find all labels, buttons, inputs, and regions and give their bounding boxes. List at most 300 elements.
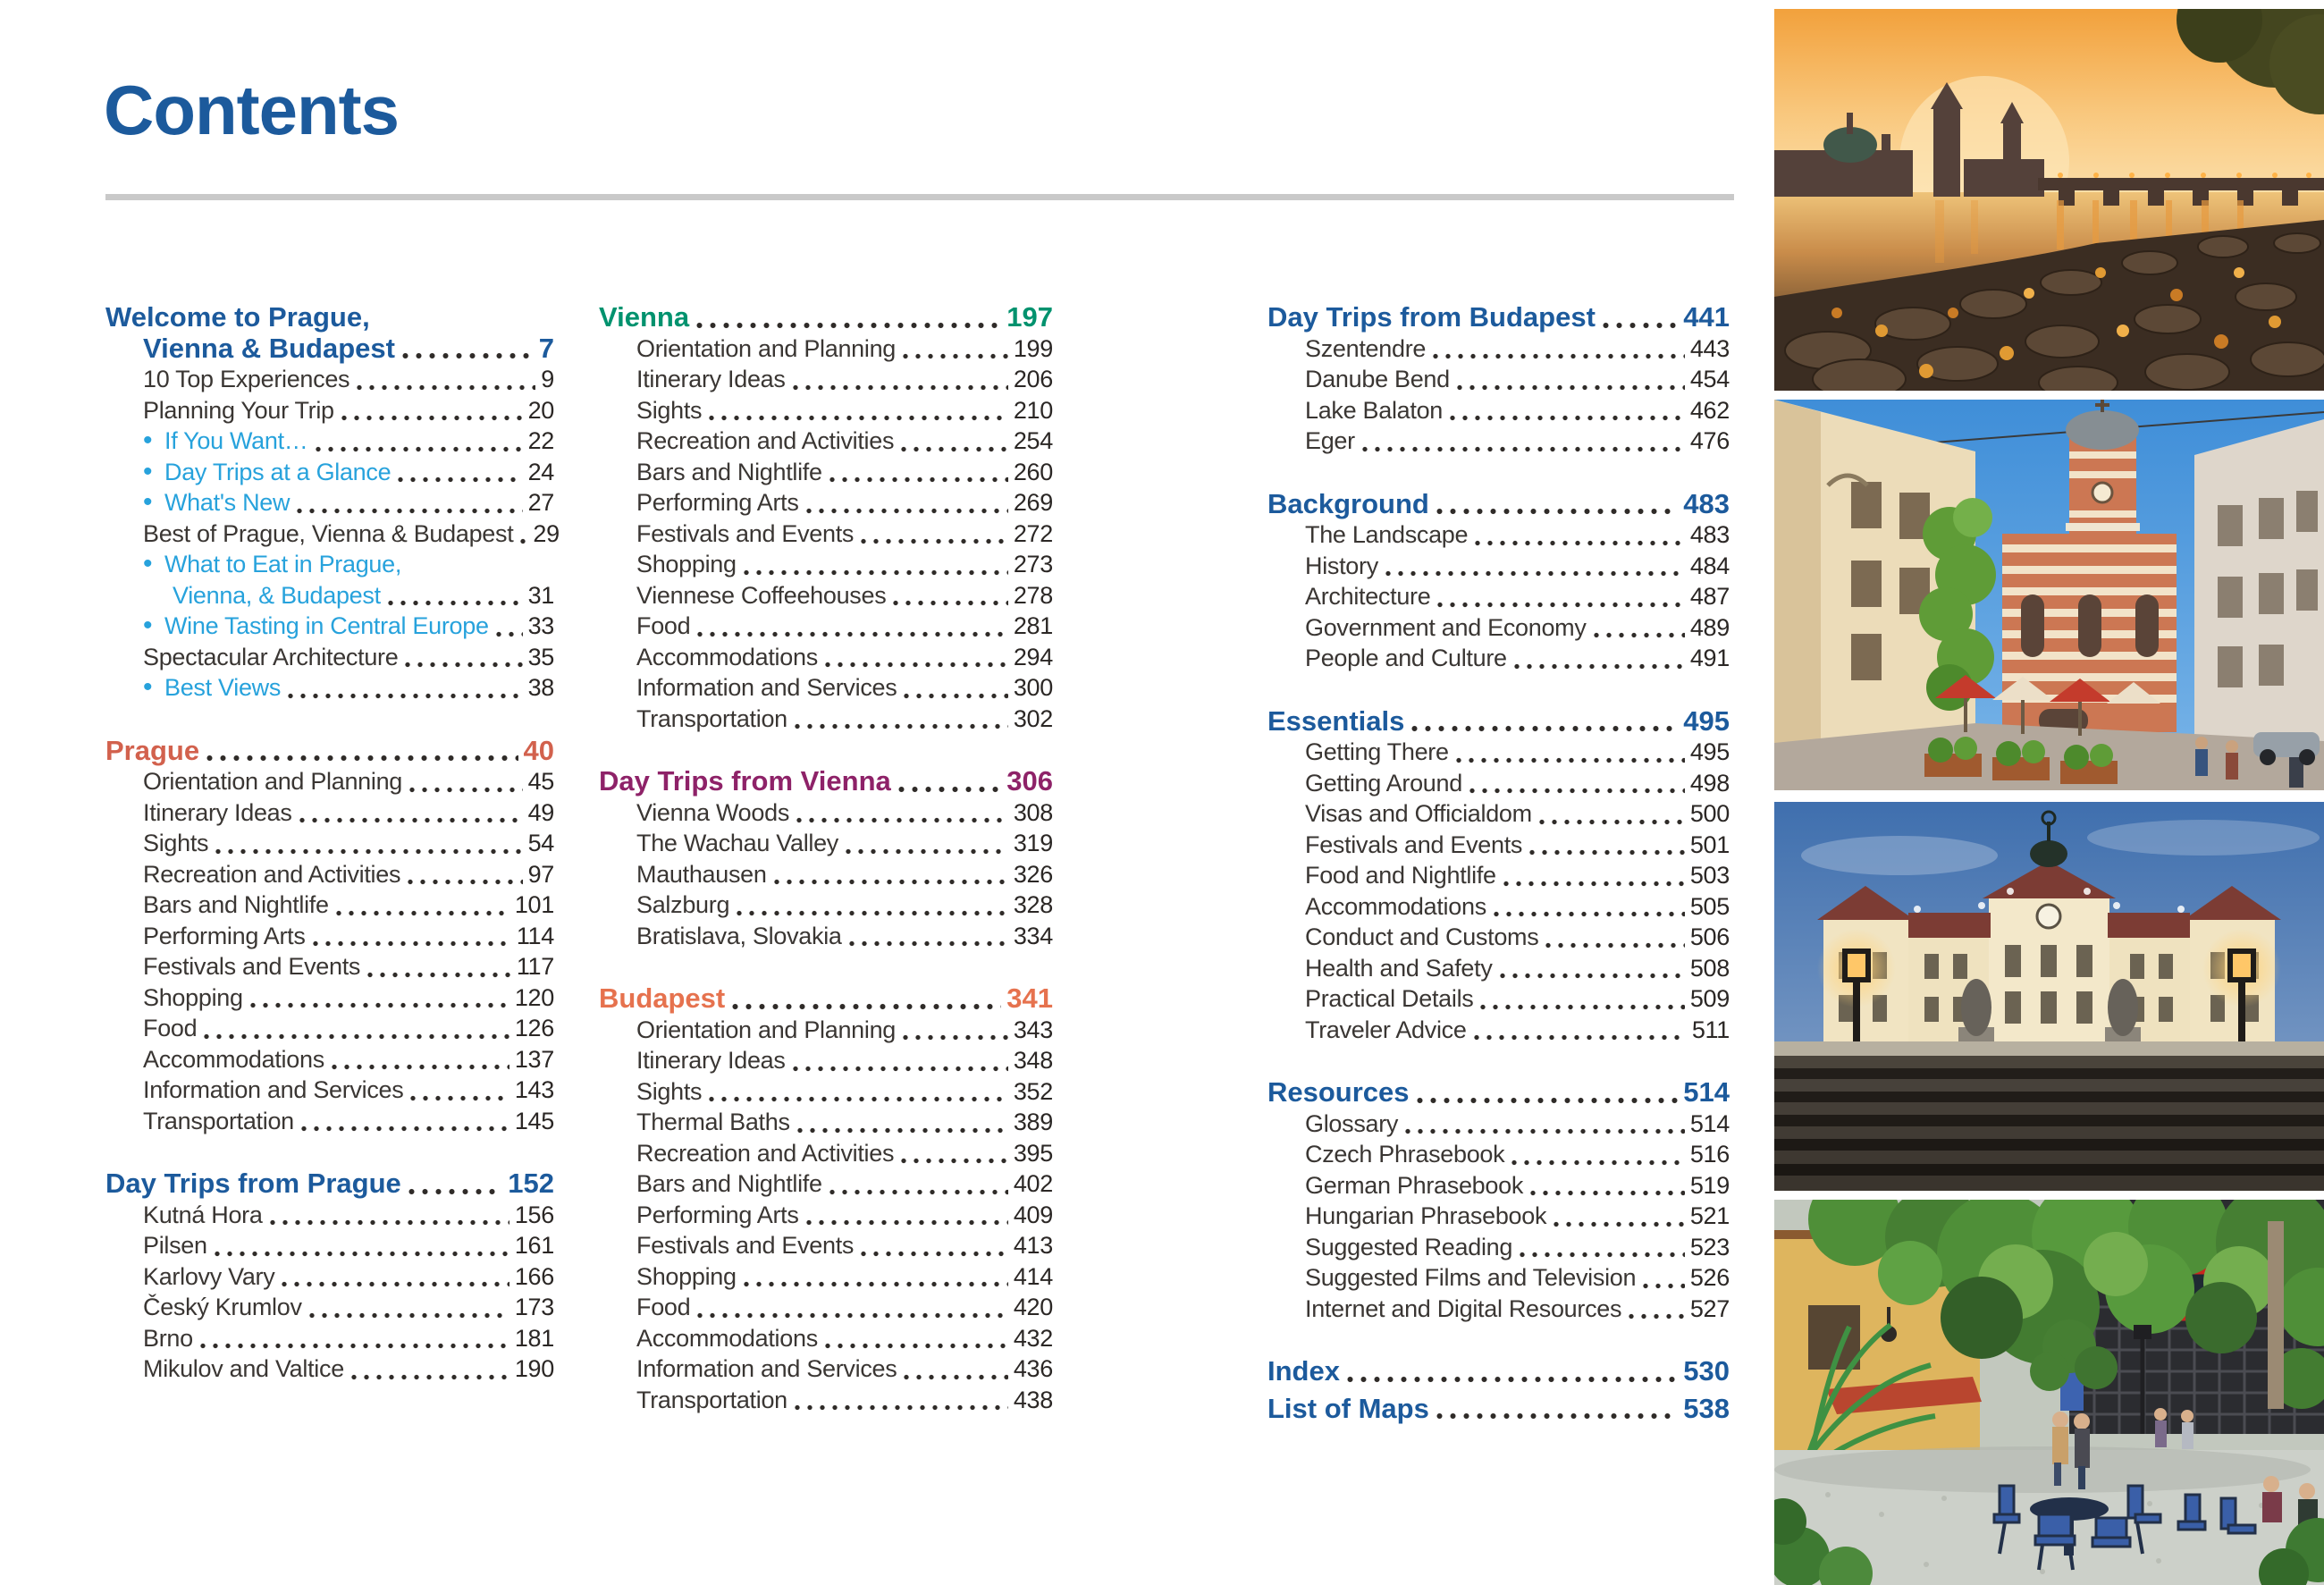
- toc-entry-label: Recreation and Activities: [636, 1139, 895, 1167]
- dot-leader-icon: [1500, 973, 1685, 979]
- dot-leader-icon: [806, 1219, 1008, 1226]
- toc-section-index: [1267, 1356, 1730, 1387]
- toc-section-welcome-to-prague-vienna-budapest: [105, 301, 560, 704]
- toc-entry: [599, 457, 1053, 488]
- toc-page-number: 29: [533, 519, 560, 547]
- dot-leader-icon: [1514, 663, 1685, 670]
- toc-entry: [1267, 798, 1730, 830]
- dot-leader-icon: [744, 569, 1008, 576]
- dot-leader-icon: [1411, 725, 1678, 732]
- toc-section-header: [1267, 1394, 1730, 1425]
- toc-page-number: 420: [1013, 1294, 1053, 1320]
- toc-entry: [105, 426, 554, 457]
- toc-page-number: 306: [1006, 765, 1053, 797]
- toc-entry: [105, 580, 554, 611]
- toc-entry-label: Český Krumlov: [143, 1294, 302, 1320]
- dot-leader-icon: [316, 446, 523, 452]
- toc-entry-label: Accommodations: [1305, 892, 1486, 920]
- toc-entry: [599, 364, 1053, 395]
- toc-entry-label: Itinerary Ideas: [143, 798, 292, 826]
- toc-section-header: [105, 333, 554, 365]
- toc-entry-label: Bratislava, Slovakia: [636, 922, 842, 949]
- toc-entry: [599, 549, 1053, 580]
- toc-entry: [105, 1353, 554, 1385]
- toc-entry: [599, 1323, 1053, 1354]
- toc-entry: [1267, 643, 1730, 674]
- toc-entry-label: Best Views: [164, 674, 282, 701]
- toc-entry: [105, 889, 554, 921]
- toc-entry: [599, 1385, 1053, 1416]
- toc-page-number: 145: [514, 1107, 554, 1134]
- toc-entry-label: Recreation and Activities: [636, 427, 895, 454]
- dot-leader-icon: [903, 1034, 1008, 1041]
- toc-page-number: 414: [1013, 1262, 1053, 1290]
- toc-entry: [1267, 581, 1730, 612]
- toc-page-number: 9: [541, 366, 554, 392]
- toc-entry-label: Thermal Baths: [636, 1109, 790, 1135]
- grand-staircase: [1774, 1056, 2324, 1191]
- toc-entry-label: What to Eat in Prague,: [164, 551, 402, 578]
- toc-entry-label: Performing Arts: [636, 489, 799, 516]
- toc-page-number: 506: [1689, 923, 1730, 950]
- toc-entry: [105, 921, 554, 952]
- toc-page-number: 197: [1006, 301, 1053, 333]
- dot-leader-icon: [1520, 1252, 1685, 1258]
- toc-entry-label: Itinerary Ideas: [636, 366, 786, 392]
- toc-page-number: 443: [1689, 334, 1730, 362]
- toc-entry: [599, 1200, 1053, 1231]
- toc-section-header: [1267, 489, 1730, 520]
- toc-entry-label: Glossary: [1305, 1109, 1399, 1137]
- toc-entry: [1267, 1015, 1730, 1046]
- toc-entry: [1267, 333, 1730, 365]
- toc-page-number: 97: [527, 860, 554, 888]
- toc-page-number: 326: [1013, 860, 1053, 888]
- dot-leader-icon: [206, 755, 518, 762]
- toc-page-number: 101: [514, 891, 554, 918]
- toc-column-1: [105, 301, 560, 1385]
- toc-page-number: 49: [527, 798, 554, 826]
- dot-leader-icon: [388, 600, 523, 606]
- dot-leader-icon: [709, 1096, 1008, 1102]
- toc-entry-label: German Phrasebook: [1305, 1171, 1524, 1199]
- toc-section-title: Essentials: [1267, 704, 1405, 737]
- dot-leader-icon: [1417, 1097, 1679, 1104]
- toc-entry: [1267, 953, 1730, 984]
- dot-leader-icon: [367, 972, 511, 978]
- dot-leader-icon: [732, 1003, 1001, 1010]
- dot-leader-icon: [829, 1189, 1008, 1195]
- dot-leader-icon: [405, 662, 522, 668]
- dot-leader-icon: [1539, 819, 1685, 825]
- dot-leader-icon: [357, 384, 535, 391]
- toc-entry-label: Spectacular Architecture: [143, 643, 399, 670]
- toc-entry: [599, 642, 1053, 673]
- toc-entry: [1267, 395, 1730, 426]
- bullet-icon: [143, 457, 164, 488]
- toc-page-number: 143: [514, 1076, 554, 1103]
- toc-section-header: [105, 736, 554, 767]
- dot-leader-icon: [774, 879, 1008, 885]
- toc-entry-label: Salzburg: [636, 891, 730, 918]
- dot-leader-icon: [797, 1127, 1008, 1134]
- toc-section-header: [1267, 1077, 1730, 1109]
- toc-entry-label: Festivals and Events: [636, 519, 855, 547]
- dot-leader-icon: [806, 508, 1008, 514]
- toc-page-number: 495: [1683, 704, 1730, 737]
- dot-leader-icon: [200, 1343, 509, 1349]
- toc-entry: [599, 1015, 1053, 1046]
- toc-entry-label: Shopping: [636, 1262, 737, 1290]
- toc-entry-label: Getting Around: [1305, 769, 1462, 797]
- terrace-balustrade: [1774, 1041, 2324, 1056]
- dot-leader-icon: [402, 352, 534, 359]
- toc-entry-label: Suggested Reading: [1305, 1233, 1513, 1260]
- toc-page-number: 489: [1689, 613, 1730, 641]
- toc-section-title: Day Trips from Budapest: [1267, 301, 1596, 333]
- dot-leader-icon: [1503, 881, 1685, 887]
- toc-entry-label: Information and Services: [636, 1355, 897, 1382]
- toc-page-number: 514: [1689, 1109, 1730, 1137]
- toc-entry-label: Sights: [143, 830, 209, 856]
- toc-page-number: 413: [1013, 1232, 1053, 1259]
- dot-leader-icon: [795, 723, 1008, 729]
- toc-entry-label: Food: [636, 612, 691, 639]
- toc-entry-label: Information and Services: [143, 1076, 404, 1103]
- toc-page-number: 436: [1013, 1355, 1053, 1382]
- toc-page-number: 519: [1689, 1171, 1730, 1199]
- dot-leader-icon: [904, 1374, 1007, 1380]
- toc-entry: [599, 1230, 1053, 1261]
- toc-entry: [105, 457, 554, 488]
- toc-entry-label: Getting There: [1305, 738, 1449, 765]
- toc-page-number: 152: [508, 1168, 554, 1199]
- toc-page-number: 269: [1013, 489, 1053, 516]
- toc-page-number: 302: [1013, 704, 1053, 732]
- tree-trunk: [2268, 1221, 2284, 1409]
- toc-page-number: 7: [538, 332, 554, 364]
- toc-entry-label: Karlovy Vary: [143, 1262, 275, 1290]
- toc-entry-label: Szentendre: [1305, 334, 1427, 362]
- dot-leader-icon: [1347, 1376, 1678, 1383]
- toc-entry: [599, 426, 1053, 457]
- toc-entry: [105, 859, 554, 890]
- dot-leader-icon: [1437, 602, 1684, 608]
- toc-section-title: List of Maps: [1267, 1392, 1429, 1424]
- toc-entry-label: Shopping: [143, 983, 243, 1011]
- toc-page-number: 505: [1689, 892, 1730, 920]
- toc-page-number: 501: [1689, 830, 1730, 858]
- toc-page-number: 495: [1689, 738, 1730, 765]
- dot-leader-icon: [282, 1281, 509, 1287]
- toc-entry: [105, 1013, 554, 1044]
- toc-page-number: 498: [1689, 769, 1730, 797]
- toc-entry: [105, 487, 554, 518]
- dot-leader-icon: [1362, 446, 1685, 452]
- dot-leader-icon: [215, 848, 522, 855]
- dot-leader-icon: [1475, 540, 1685, 546]
- toc-entry-label: Best of Prague, Vienna & Budapest: [143, 519, 514, 547]
- toc-entry: [105, 797, 554, 829]
- toc-page-number: 484: [1689, 552, 1730, 579]
- toc-page-number: 300: [1013, 674, 1053, 701]
- toc-section-vienna: [599, 302, 1053, 734]
- dot-leader-icon: [496, 631, 523, 637]
- dot-leader-icon: [1603, 322, 1678, 329]
- toc-entry: [599, 611, 1053, 642]
- toc-page-number: 24: [527, 458, 554, 485]
- toc-section-header: [599, 983, 1053, 1015]
- toc-entry: [599, 1107, 1053, 1138]
- toc-page-number: 491: [1689, 645, 1730, 671]
- toc-section-resources: [1267, 1077, 1730, 1324]
- toc-entry: [1267, 737, 1730, 768]
- toc-entry-label: Suggested Films and Television: [1305, 1264, 1637, 1291]
- toc-entry-label: Visas and Officialdom: [1305, 800, 1532, 827]
- toc-section-title: Index: [1267, 1355, 1340, 1387]
- dot-leader-icon: [793, 1066, 1008, 1072]
- dot-leader-icon: [1436, 508, 1678, 515]
- toc-entry-label: Hungarian Phrasebook: [1305, 1202, 1547, 1229]
- toc-section-header: [1267, 1356, 1730, 1387]
- toc-entry: [105, 1075, 554, 1106]
- toc-entry: [105, 395, 554, 426]
- toc-entry-label: Brno: [143, 1324, 193, 1352]
- toc-entry: [105, 518, 560, 550]
- toc-page-number: 483: [1683, 487, 1730, 519]
- toc-page-number: 516: [1689, 1141, 1730, 1168]
- toc-page-number: 521: [1689, 1202, 1730, 1229]
- toc-entry-label: Eger: [1305, 427, 1355, 454]
- toc-page-number: 273: [1013, 551, 1053, 578]
- toc-entry: [599, 1261, 1053, 1293]
- dot-leader-icon: [696, 322, 1001, 329]
- toc-page-number: 454: [1689, 366, 1730, 392]
- toc-entry-label: Architecture: [1305, 583, 1431, 610]
- toc-section-budapest: [599, 983, 1053, 1415]
- toc-section-title: Welcome to Prague,: [105, 301, 370, 333]
- toc-section-title: Day Trips from Vienna: [599, 765, 891, 797]
- toc-page-number: 173: [514, 1294, 554, 1320]
- toc-page-number: 38: [527, 674, 554, 701]
- dot-leader-icon: [408, 879, 522, 885]
- toc-entry: [105, 1106, 554, 1137]
- dot-leader-icon: [1436, 1412, 1678, 1420]
- dot-leader-icon: [697, 1312, 1008, 1319]
- toc-entry-label: Bars and Nightlife: [636, 458, 822, 485]
- bullet-icon: [143, 672, 164, 704]
- toc-page-number: 348: [1013, 1047, 1053, 1074]
- toc-entry-label: 10 Top Experiences: [143, 366, 350, 392]
- toc-page-number: 483: [1689, 521, 1730, 548]
- dot-leader-icon: [313, 940, 511, 947]
- toc-entry-label: Lake Balaton: [1305, 396, 1444, 424]
- toc-page-number: 538: [1683, 1392, 1730, 1424]
- toc-entry: [105, 672, 554, 704]
- toc-entry: [105, 766, 554, 797]
- dot-leader-icon: [697, 631, 1008, 637]
- toc-entry-label: People and Culture: [1305, 645, 1507, 671]
- toc-page-number: 334: [1013, 922, 1053, 949]
- toc-entry-label: Vienna Woods: [636, 798, 790, 826]
- toc-page-number: 137: [514, 1045, 554, 1073]
- toc-entry-label: Mikulov and Valtice: [143, 1355, 344, 1382]
- toc-section-day-trips-from-vienna: [599, 766, 1053, 951]
- dot-leader-icon: [1529, 849, 1685, 856]
- toc-entry: [1267, 1294, 1730, 1325]
- dot-leader-icon: [341, 415, 523, 421]
- toc-entry-label: Conduct and Customs: [1305, 923, 1539, 950]
- toc-entry-label: Health and Safety: [1305, 954, 1493, 982]
- toc-page-number: 438: [1013, 1386, 1053, 1413]
- dot-leader-icon: [849, 940, 1008, 947]
- toc-page-number: 31: [527, 581, 554, 609]
- toc-page-number: 395: [1013, 1139, 1053, 1167]
- palace-dusk-illustration: [1774, 802, 2324, 1191]
- toc-entry: [599, 1076, 1053, 1108]
- toc-entry-label: Planning Your Trip: [143, 396, 334, 424]
- toc-page-number: 254: [1013, 427, 1053, 454]
- toc-entry: [1267, 1262, 1730, 1294]
- toc-page-number: 343: [1013, 1016, 1053, 1043]
- page-title: Contents: [104, 71, 399, 149]
- toc-page-number: 508: [1689, 954, 1730, 982]
- toc-entry-label: Performing Arts: [143, 922, 306, 949]
- toc-page-number: 156: [514, 1201, 554, 1228]
- toc-page-number: 161: [514, 1232, 554, 1259]
- toc-section-title: Prague: [105, 734, 200, 766]
- toc-section-title: Resources: [1267, 1076, 1410, 1108]
- toc-entry: [1267, 1109, 1730, 1140]
- dot-leader-icon: [829, 476, 1008, 483]
- photo-prague-riverbank-sunset: [1774, 9, 2324, 391]
- courtyard-cafe-illustration: [1774, 1200, 2324, 1585]
- toc-page-number: 206: [1013, 366, 1053, 392]
- toc-page-number: 511: [1691, 1016, 1730, 1043]
- dot-leader-icon: [270, 1219, 509, 1226]
- dot-leader-icon: [904, 693, 1007, 699]
- toc-section-header: [1267, 302, 1730, 333]
- toc-entry: [599, 518, 1053, 550]
- toc-entry-label: Wine Tasting in Central Europe: [164, 612, 489, 639]
- toc-entry: [1267, 983, 1730, 1015]
- toc-entry: [105, 1044, 554, 1075]
- toc-entry: [1267, 1170, 1730, 1201]
- toc-entry: [1267, 364, 1730, 395]
- dot-leader-icon: [215, 1251, 509, 1257]
- dot-leader-icon: [301, 1126, 509, 1132]
- toc-entry-label: Accommodations: [636, 1324, 818, 1352]
- photo-strip: [1774, 9, 2324, 1585]
- toc-entry-label: History: [1305, 552, 1378, 579]
- dot-leader-icon: [737, 910, 1008, 916]
- toc-entry-label: Bars and Nightlife: [636, 1170, 822, 1197]
- bullet-icon: [143, 487, 164, 518]
- toc-page-number: 402: [1013, 1170, 1053, 1197]
- dot-leader-icon: [1469, 788, 1685, 794]
- dot-leader-icon: [1385, 570, 1685, 577]
- toc-entry: [599, 1138, 1053, 1169]
- toc-page-number: 117: [516, 953, 554, 980]
- toc-entry: [1267, 519, 1730, 551]
- toc-section-list-of-maps: [1267, 1394, 1730, 1425]
- toc-entry-label: Itinerary Ideas: [636, 1047, 786, 1074]
- toc-entry: [599, 395, 1053, 426]
- toc-entry-label: Festivals and Events: [1305, 830, 1523, 858]
- toc-columns: [105, 302, 1743, 1585]
- dot-leader-icon: [336, 910, 509, 916]
- dot-leader-icon: [903, 353, 1008, 359]
- dot-leader-icon: [1433, 353, 1685, 359]
- toc-entry: [1267, 768, 1730, 799]
- dot-leader-icon: [1456, 757, 1685, 763]
- dot-leader-icon: [861, 538, 1008, 544]
- toc-entry: [105, 1230, 554, 1261]
- toc-entry: [599, 859, 1053, 890]
- toc-entry: [599, 828, 1053, 859]
- toc-entry-label: Recreation and Activities: [143, 860, 401, 888]
- toc-entry-label: Vienna, & Budapest: [173, 581, 381, 609]
- dot-leader-icon: [793, 384, 1008, 391]
- dot-leader-icon: [744, 1281, 1008, 1287]
- toc-entry: [1267, 551, 1730, 582]
- toc-page-number: 45: [527, 768, 554, 795]
- toc-entry-label: Transportation: [143, 1107, 294, 1134]
- toc-section-title: Vienna & Budapest: [143, 332, 395, 364]
- toc-section-title: Day Trips from Prague: [105, 1168, 401, 1199]
- dot-leader-icon: [288, 693, 523, 699]
- toc-entry-label: Bars and Nightlife: [143, 891, 329, 918]
- toc-entry-label: Information and Services: [636, 674, 897, 701]
- toc-page-number: 308: [1013, 798, 1053, 826]
- dot-leader-icon: [1450, 415, 1685, 421]
- toc-entry-label: Day Trips at a Glance: [164, 458, 392, 485]
- toc-page-number: 462: [1689, 396, 1730, 424]
- toc-entry: [599, 672, 1053, 704]
- toc-page-number: 476: [1689, 427, 1730, 454]
- toc-entry-label: Food: [143, 1015, 198, 1041]
- dot-leader-icon: [901, 1158, 1008, 1164]
- toc-entry-label: Accommodations: [143, 1045, 324, 1073]
- toc-entry: [1267, 922, 1730, 953]
- toc-entry-label: Food and Nightlife: [1305, 862, 1496, 889]
- photo-courtyard-cafe: [1774, 1200, 2324, 1585]
- toc-entry: [105, 611, 554, 642]
- toc-page-number: 409: [1013, 1201, 1053, 1228]
- toc-page-number: 530: [1683, 1355, 1730, 1387]
- toc-page-number: 389: [1013, 1109, 1053, 1135]
- dot-leader-icon: [796, 817, 1008, 823]
- toc-page-number: 278: [1013, 581, 1053, 609]
- toc-page-number: 120: [514, 983, 554, 1011]
- toc-section-header: [105, 302, 554, 333]
- toc-entry-label: If You Want…: [164, 427, 308, 454]
- dot-leader-icon: [250, 1002, 509, 1008]
- toc-entry-label: Orientation and Planning: [636, 334, 897, 362]
- toc-entry: [105, 549, 554, 580]
- toc-page-number: 166: [514, 1262, 554, 1290]
- prague-sunset-illustration: [1774, 9, 2324, 391]
- toc-entry: [1267, 860, 1730, 891]
- toc-entry: [105, 1323, 554, 1354]
- toc-section-header: [1267, 706, 1730, 738]
- toc-page-number: 523: [1689, 1233, 1730, 1260]
- toc-entry: [105, 1200, 554, 1231]
- dot-leader-icon: [409, 787, 523, 793]
- toc-entry-label: Internet and Digital Resources: [1305, 1294, 1622, 1322]
- toc-entry-label: Festivals and Events: [636, 1232, 855, 1259]
- toc-section-title: Vienna: [599, 301, 690, 333]
